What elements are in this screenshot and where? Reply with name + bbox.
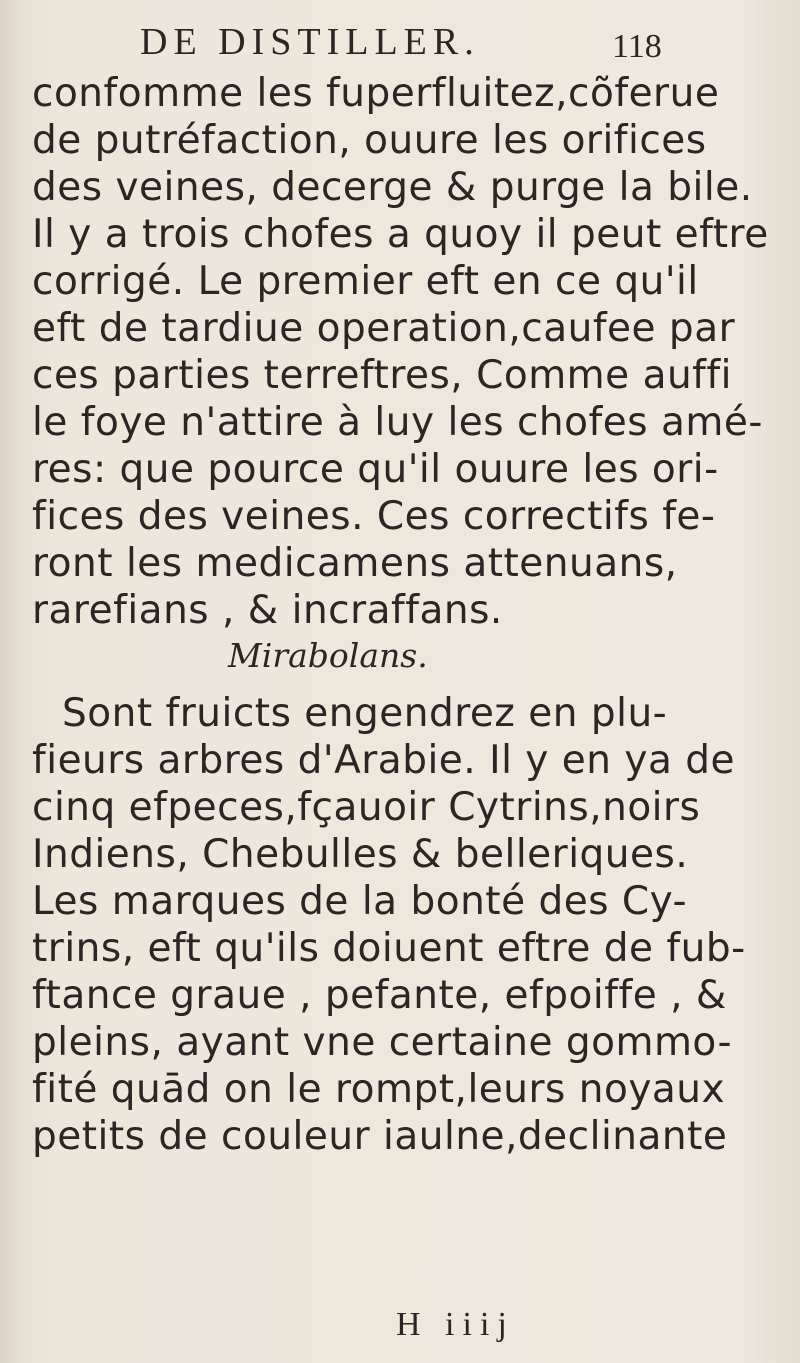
text-line: trins, eft qu'ils doiuent eftre de fub- (32, 926, 746, 971)
text-line: Il y a trois chofes a quoy il peut eftre (32, 212, 769, 257)
text-line: ces parties terreftres, Comme auffi (32, 353, 732, 398)
text-line: ront les medicamens attenuans, (32, 541, 678, 586)
text-line: confomme les fuperfluitez,cõferue (32, 71, 720, 116)
text-line: pleins, ayant vne certaine gommo- (32, 1020, 733, 1065)
text-line: le foye n'attire à luy les chofes amé- (32, 400, 763, 445)
text-line: ftance graue , pefante, efpoiffe , & (32, 973, 727, 1018)
text-line: corrigé. Le premier eft en ce qu'il (32, 259, 699, 304)
signature-mark: H iiij (396, 1306, 515, 1343)
text-line: de putréfaction, ouure les orifices (32, 118, 707, 163)
text-line: rarefians , & incraffans. (32, 588, 503, 633)
text-line: res: que pource qu'il ouure les ori- (32, 447, 719, 492)
section-heading: Mirabolans. (228, 636, 428, 675)
text-line: Indiens, Chebulles & belleriques. (32, 832, 689, 877)
text-line: Les marques de la bonté des Cy- (32, 879, 688, 924)
page-header (0, 20, 800, 70)
text-line: Sont fruicts engendrez en plu- (62, 691, 668, 736)
page-number: 118 (612, 28, 662, 65)
text-line: petits de couleur iaulne,declinante (32, 1114, 728, 1159)
text-line: fieurs arbres d'Arabie. Il y en ya de (32, 738, 736, 783)
running-title: DE DISTILLER. (140, 21, 480, 63)
text-line: fité quād on le rompt,leurs noyaux (32, 1067, 726, 1112)
text-line: des veines, decerge & purge la bile. (32, 165, 753, 210)
text-line: cinq efpeces,fçauoir Cytrins,noirs (32, 785, 701, 830)
text-line: eft de tardiue operation,caufee par (32, 306, 736, 351)
text-line: fices des veines. Ces correctifs fe- (32, 494, 716, 539)
